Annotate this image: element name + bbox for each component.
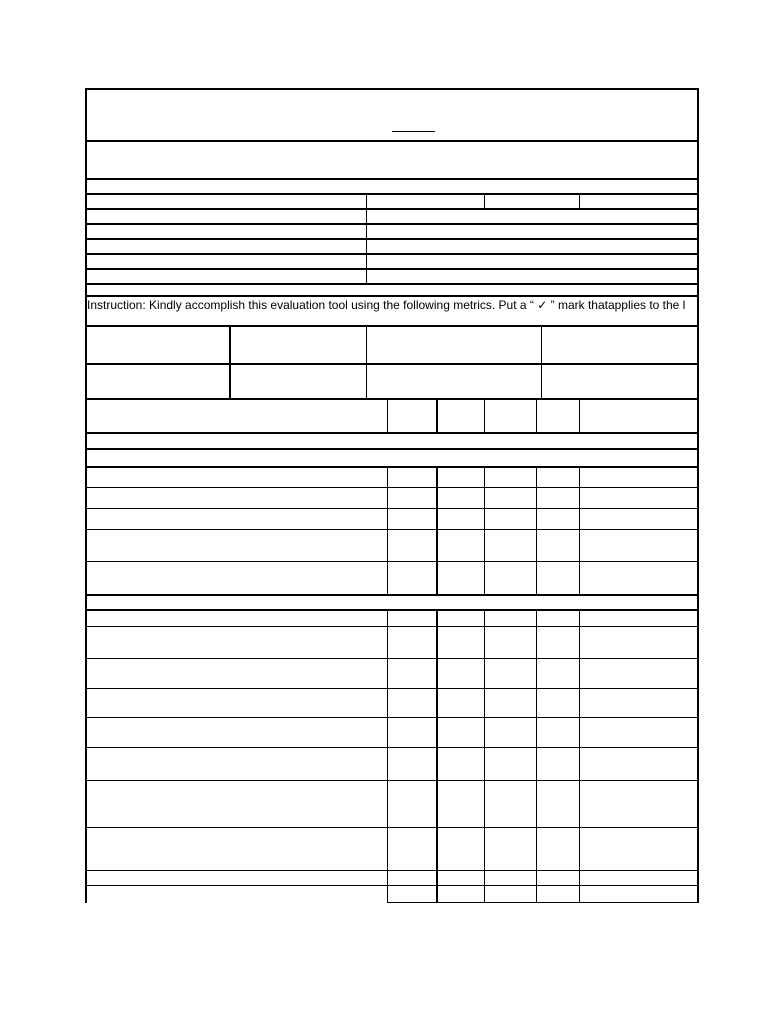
grid-line bbox=[579, 466, 580, 594]
instruction-suffix: ” mark thatapplies to the l bbox=[547, 298, 686, 312]
grid-line bbox=[85, 238, 699, 240]
grid-line bbox=[85, 487, 698, 488]
grid-line bbox=[85, 283, 699, 285]
grid-line bbox=[85, 363, 699, 365]
grid-line bbox=[85, 529, 698, 530]
grid-line bbox=[536, 609, 537, 903]
grid-line bbox=[85, 885, 698, 886]
grid-line bbox=[387, 902, 698, 903]
grid-line bbox=[85, 561, 698, 562]
grid-line bbox=[536, 466, 537, 594]
grid-line bbox=[85, 88, 699, 90]
grid-line bbox=[85, 688, 698, 689]
grid-line bbox=[85, 448, 699, 450]
grid-line bbox=[85, 626, 698, 627]
grid-line bbox=[436, 398, 438, 432]
grid-line bbox=[579, 193, 580, 208]
grid-line bbox=[85, 717, 698, 718]
grid-line bbox=[366, 325, 367, 398]
grid-line bbox=[229, 325, 231, 398]
grid-line bbox=[85, 780, 698, 781]
grid-line bbox=[85, 508, 698, 509]
grid-line bbox=[85, 268, 699, 270]
grid-line bbox=[85, 870, 698, 871]
grid-line bbox=[436, 609, 438, 903]
grid-line bbox=[85, 140, 699, 142]
grid-line bbox=[387, 466, 388, 594]
check-mark-icon: ✓ bbox=[537, 298, 548, 312]
grid-line bbox=[387, 398, 388, 432]
grid-line bbox=[85, 193, 699, 195]
grid-line bbox=[387, 609, 388, 903]
grid-line bbox=[85, 295, 699, 297]
grid-line bbox=[579, 398, 580, 432]
instruction-prefix: Instruction: Kindly accomplish this evaluation tool using the following metrics. Put a “ bbox=[87, 298, 538, 312]
grid-line bbox=[484, 466, 485, 594]
grid-line bbox=[85, 594, 699, 596]
grid-line bbox=[85, 466, 699, 468]
grid-line bbox=[484, 609, 485, 903]
grid-line bbox=[85, 178, 699, 180]
grid-line bbox=[85, 325, 699, 327]
instruction-text bbox=[87, 297, 696, 315]
grid-line bbox=[85, 223, 699, 225]
grid-line bbox=[392, 131, 435, 132]
grid-line bbox=[541, 325, 542, 398]
grid-line bbox=[484, 193, 485, 208]
grid-line bbox=[85, 609, 699, 611]
grid-line bbox=[85, 398, 699, 400]
grid-line bbox=[366, 193, 367, 283]
grid-line bbox=[85, 827, 698, 828]
grid-line bbox=[436, 466, 438, 594]
grid-line bbox=[85, 658, 698, 659]
grid-line bbox=[85, 747, 698, 748]
grid-line bbox=[85, 432, 699, 434]
grid-line bbox=[579, 609, 580, 903]
grid-line bbox=[85, 253, 699, 255]
grid-line bbox=[536, 398, 537, 432]
grid-line bbox=[85, 208, 699, 210]
grid-line bbox=[484, 398, 485, 432]
